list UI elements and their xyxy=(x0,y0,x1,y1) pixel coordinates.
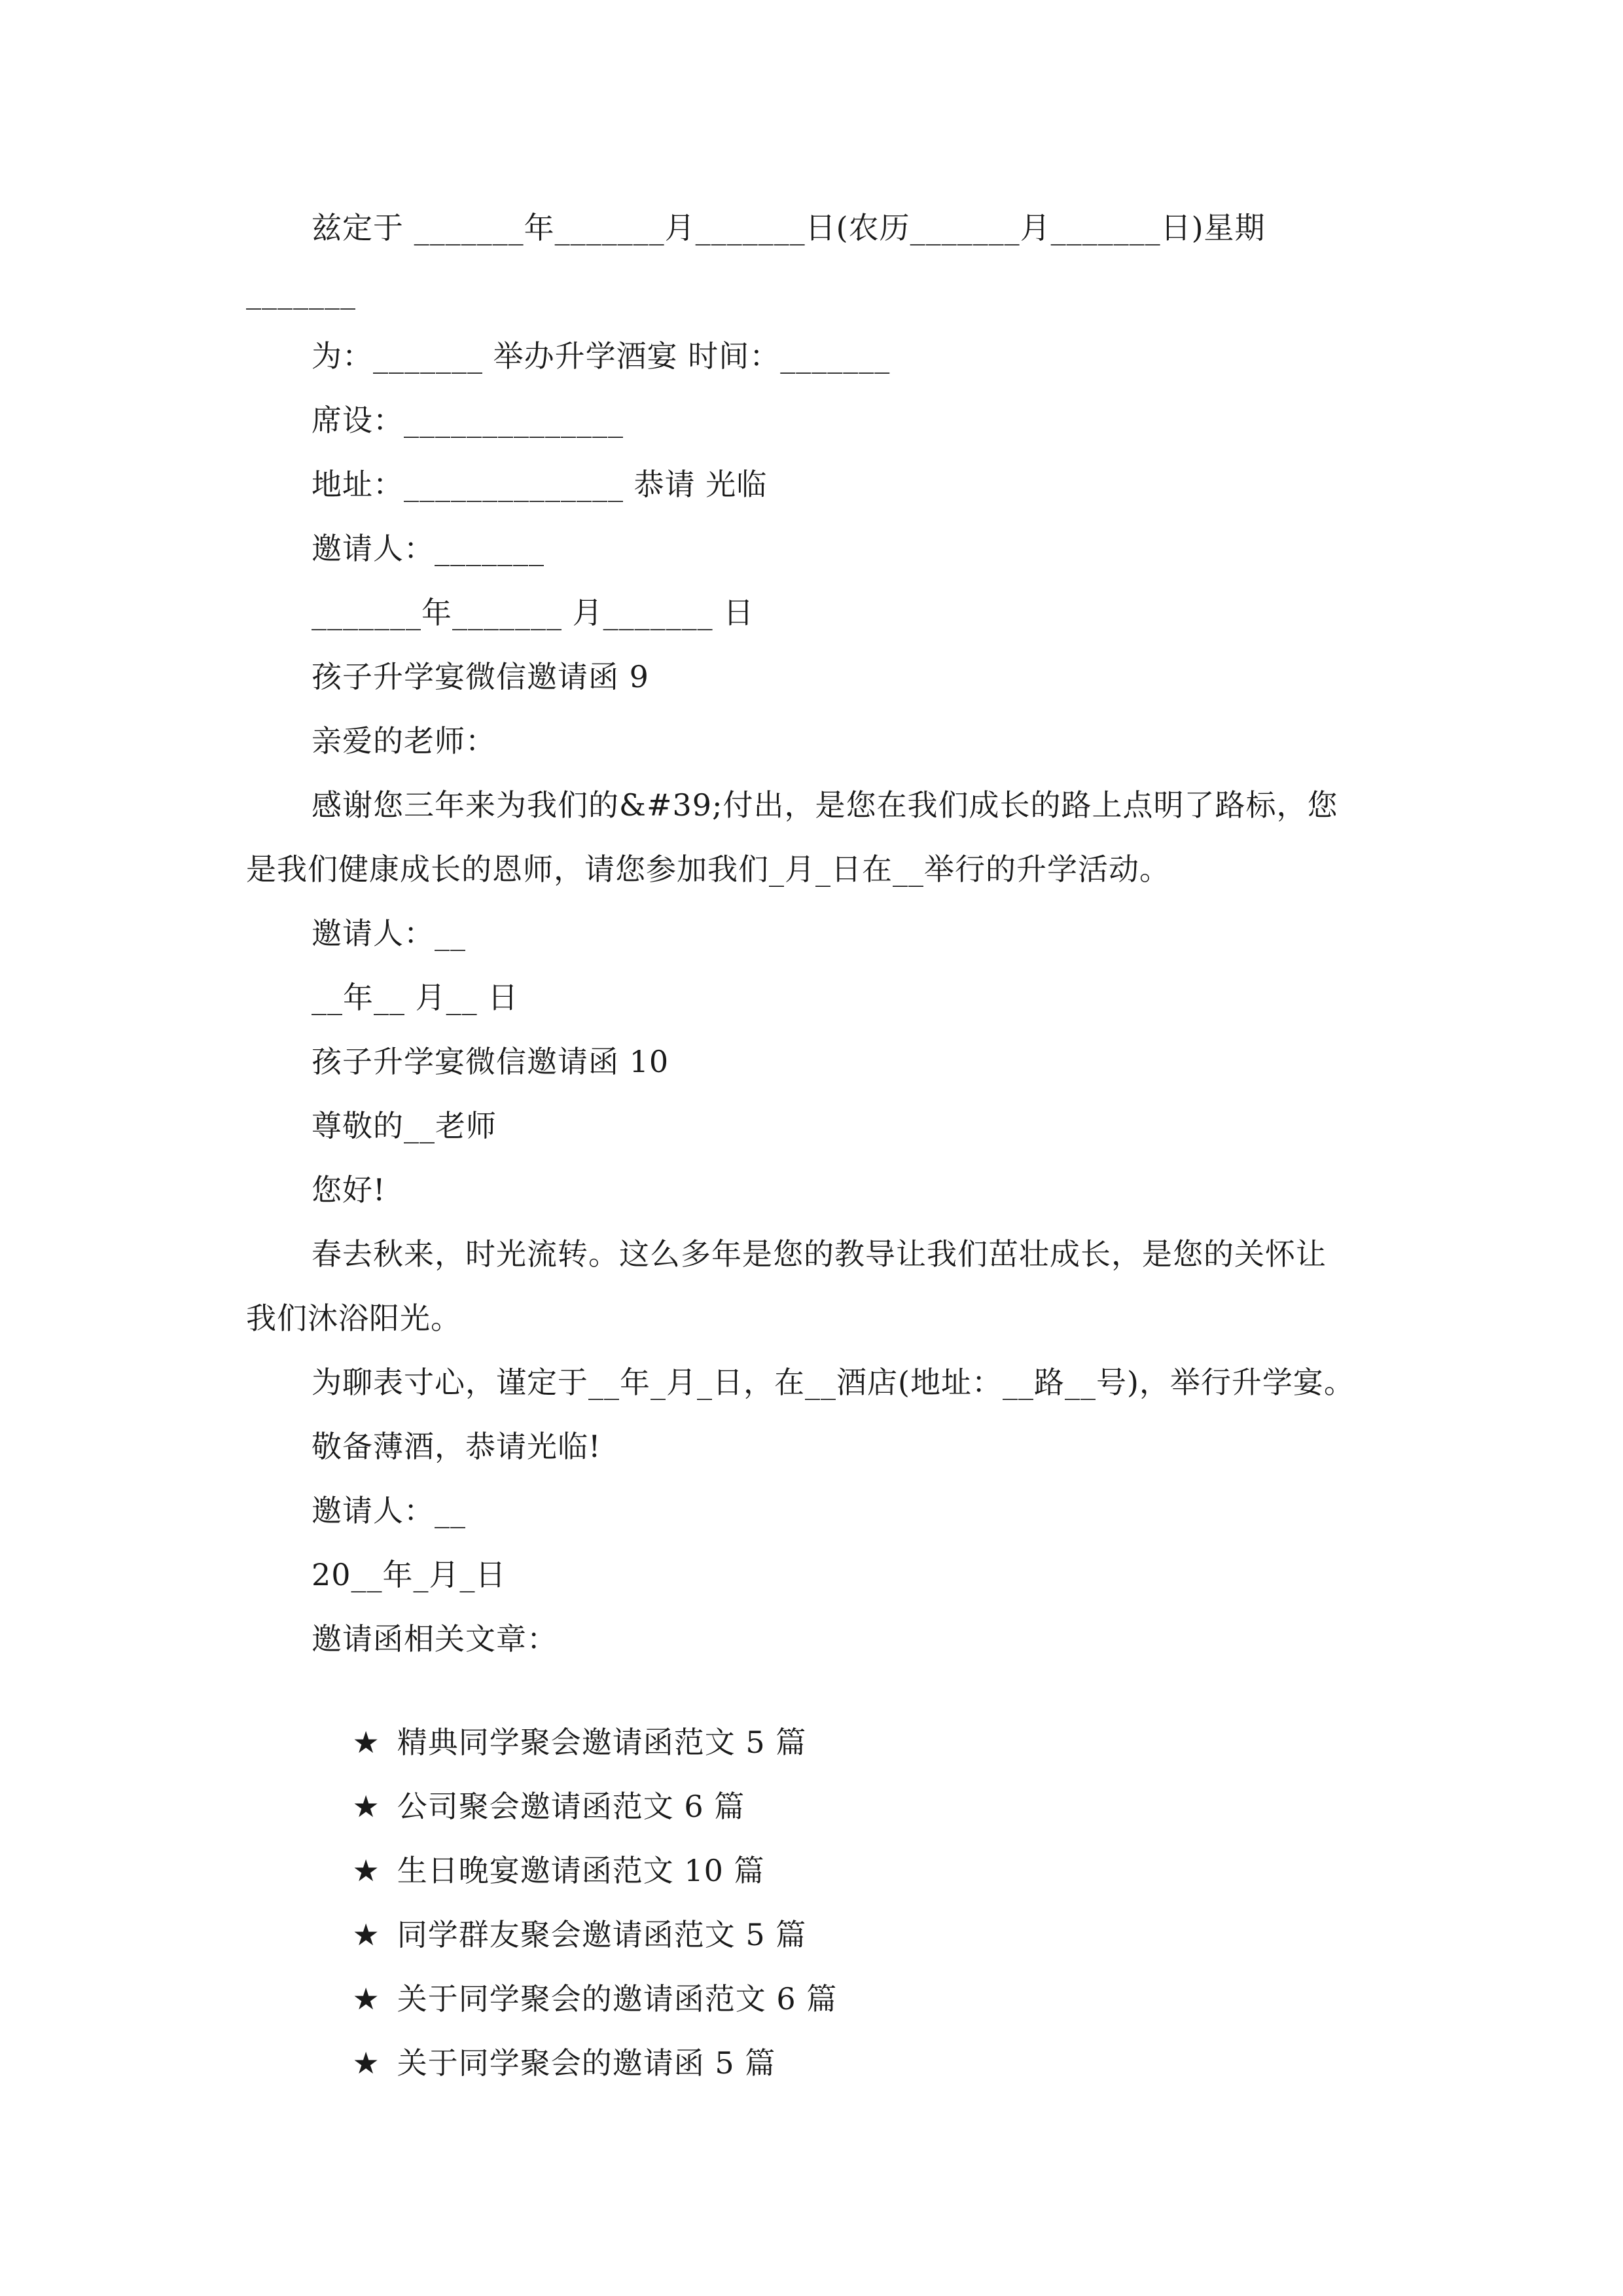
address-line: 地址：______________ 恭请 光临 xyxy=(312,467,768,502)
sign-date-line: __年__ 月__ 日 xyxy=(312,980,519,1015)
salutation: 尊敬的__老师 xyxy=(312,1108,497,1143)
star-icon: ★ xyxy=(352,2045,380,2081)
star-icon: ★ xyxy=(352,1725,380,1760)
related-article-title[interactable]: 关于同学聚会的邀请函范文 6 篇 xyxy=(397,1981,838,2017)
occasion-line: 为：_______ 举办升学酒宴 时间：_______ xyxy=(312,338,891,374)
related-article-title[interactable]: 生日晚宴邀请函范文 10 篇 xyxy=(397,1853,765,1888)
body-paragraph-line: 我们沐浴阳光。 xyxy=(246,1300,461,1336)
section-heading-10: 孩子升学宴微信邀请函 10 xyxy=(312,1044,669,1079)
weekday-blank: _______ xyxy=(246,274,356,310)
related-articles-heading: 邀请函相关文章： xyxy=(312,1621,558,1657)
greeting: 您好! xyxy=(312,1172,386,1208)
body-paragraph-line: 春去秋来，时光流转。这么多年是您的教导让我们茁壮成长，是您的关怀让 xyxy=(312,1236,1327,1272)
section-heading-9: 孩子升学宴微信邀请函 9 xyxy=(312,659,649,694)
star-icon: ★ xyxy=(352,1981,380,2017)
inviter-line: 邀请人：__ xyxy=(312,1493,466,1528)
salutation: 亲爱的老师： xyxy=(312,723,496,759)
star-icon: ★ xyxy=(352,1789,380,1824)
venue-line: 席设：______________ xyxy=(312,403,624,438)
star-icon: ★ xyxy=(352,1917,380,1952)
related-article-title[interactable]: 公司聚会邀请函范文 6 篇 xyxy=(397,1789,745,1824)
sign-date-line: 20__年_月_日 xyxy=(312,1557,507,1592)
body-paragraph-line: 为聊表寸心，谨定于__年_月_日，在__酒店(地址：__路__号)，举行升学宴。 xyxy=(312,1365,1355,1400)
related-article-title[interactable]: 同学群友聚会邀请函范文 5 篇 xyxy=(397,1917,807,1952)
related-article-title[interactable]: 关于同学聚会的邀请函 5 篇 xyxy=(397,2045,776,2081)
date-line: 兹定于 _______年_______月_______日(农历_______月_______日)星期 xyxy=(312,210,1266,245)
body-paragraph-line: 敬备薄酒，恭请光临! xyxy=(312,1429,601,1464)
inviter-line: 邀请人：__ xyxy=(312,916,466,951)
body-paragraph-line: 是我们健康成长的恩师，请您参加我们_月_日在__举行的升学活动。 xyxy=(246,852,1170,887)
sign-date-line: _______年_______ 月_______ 日 xyxy=(312,595,755,630)
body-paragraph-line: 感谢您三年来为我们的&#39;付出，是您在我们成长的路上点明了路标，您 xyxy=(312,787,1338,823)
related-article-item[interactable] xyxy=(312,2004,776,2122)
inviter-line: 邀请人：_______ xyxy=(312,531,544,566)
related-article-title[interactable]: 精典同学聚会邀请函范文 5 篇 xyxy=(397,1725,807,1760)
star-icon: ★ xyxy=(352,1853,380,1888)
